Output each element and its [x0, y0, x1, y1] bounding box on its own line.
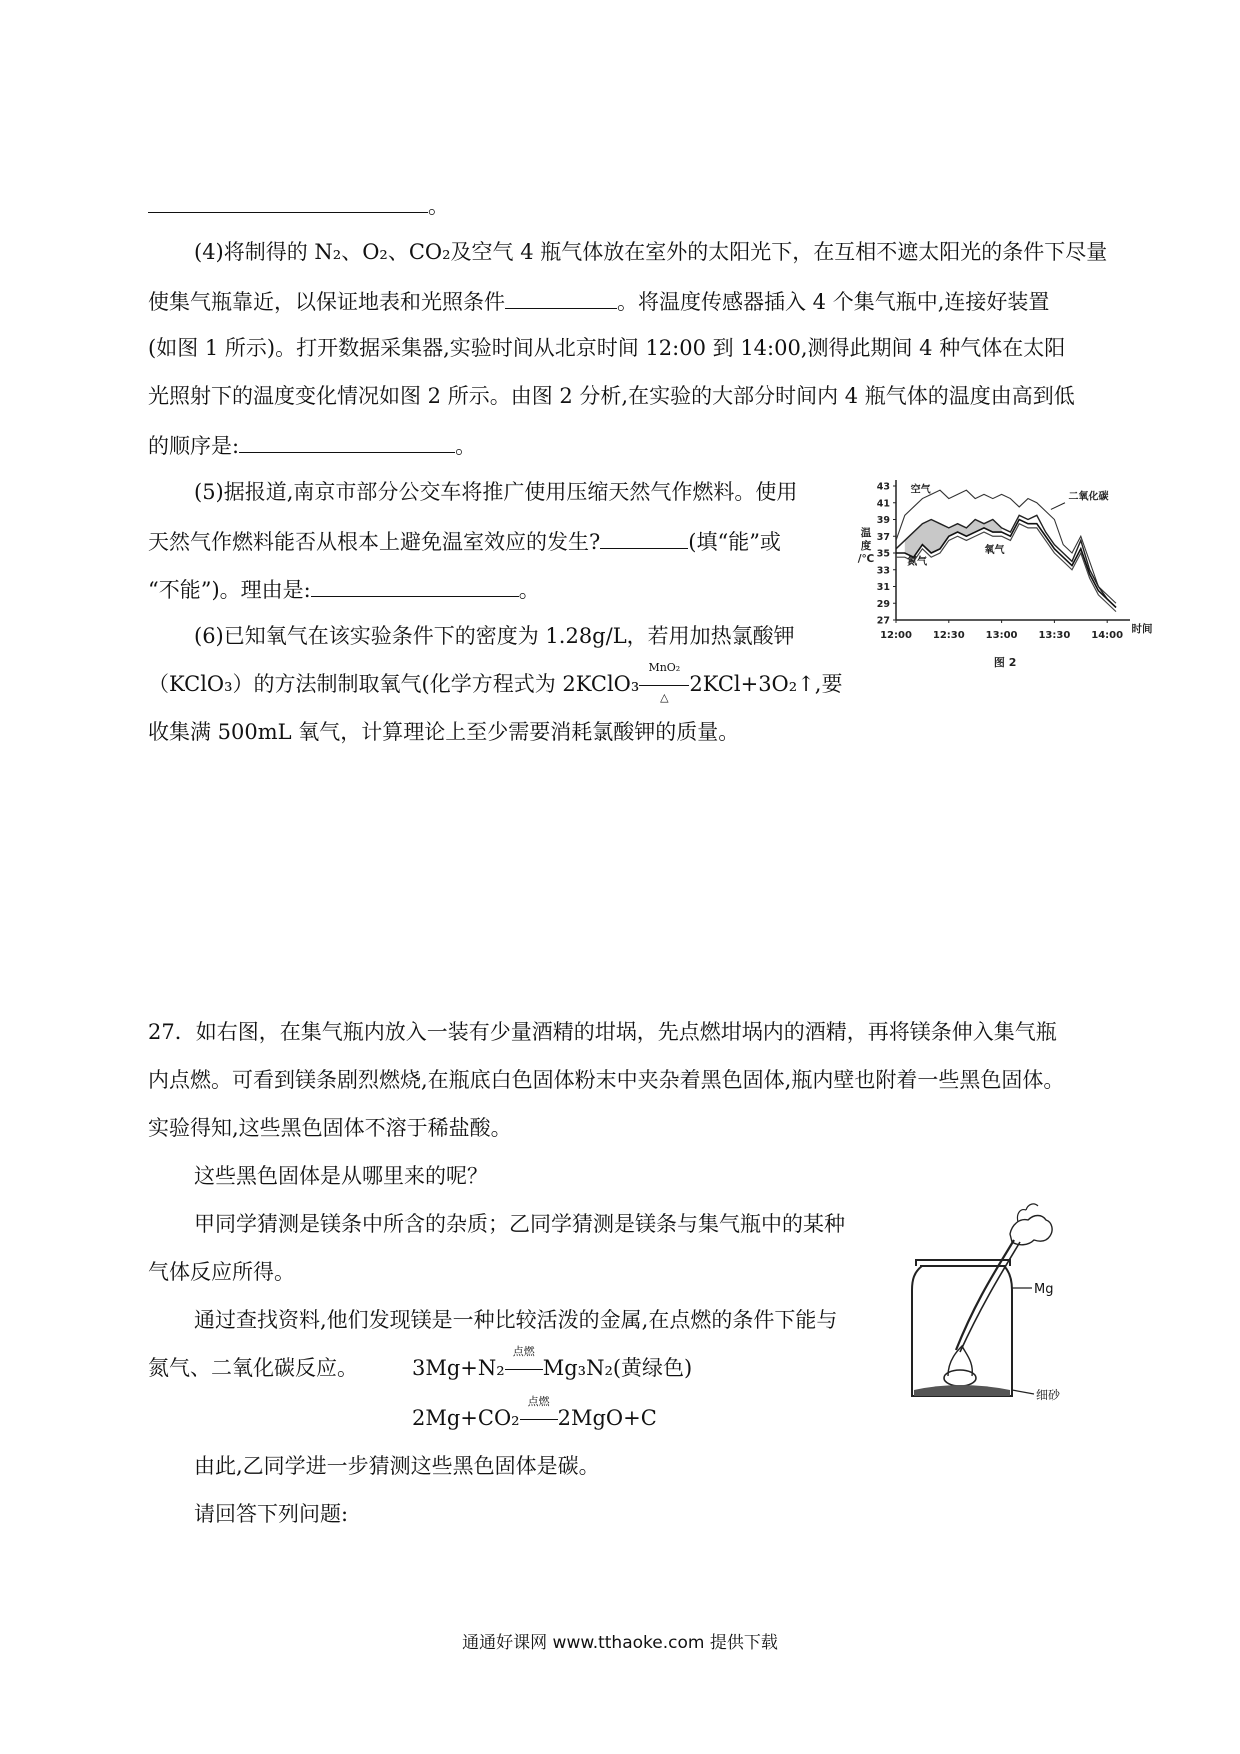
y-tick-label: 39	[876, 515, 890, 526]
y-tick-label: 41	[876, 498, 890, 510]
series-label: 二氧化碳	[1068, 491, 1109, 503]
q26-part4-line5: 的顺序是: 。	[148, 430, 476, 460]
y-tick-label: 33	[876, 565, 890, 577]
q26-part5-line1: (5)据报道,南京市部分公交车将推广使用压缩天然气作燃料。使用	[194, 480, 798, 504]
q27-line10: 请回答下列问题:	[194, 1502, 349, 1526]
x-axis-label: 时间	[1131, 623, 1153, 635]
q26-part6-line2: （KClO₃）的方法制制取氧气(化学方程式为 2KClO₃ MnO₂ △ 2KCl+3O₂↑,要	[148, 661, 843, 704]
tongs-icon	[956, 1240, 1014, 1350]
answer-blank-conditions[interactable]	[505, 286, 617, 309]
q26-part4-line3: (如图 1 所示)。打开数据采集器,实验时间从北京时间 12:00 到 14:00,测得此期间 4 种气体在太阳	[148, 336, 1066, 360]
label-sand: 细砂	[1036, 1388, 1061, 1402]
y-axis-label: /℃	[857, 553, 875, 565]
reaction-condition-ignite: 点燃	[520, 1404, 558, 1432]
q27-line4: 这些黑色固体是从哪里来的呢？	[194, 1164, 488, 1188]
co2-leader	[1051, 503, 1065, 510]
page-footer: 通通好课网 www.tthaoke.com 提供下载	[462, 1633, 778, 1653]
sand-layer	[914, 1385, 1010, 1396]
q26-part4-line2: 使集气瓶靠近，以保证地表和光照条件 。将温度传感器插入 4 个集气瓶中,连接好装置	[148, 286, 1049, 316]
y-axis-label: 度	[860, 540, 872, 552]
x-tick-label: 14:00	[1091, 630, 1124, 641]
answer-blank[interactable]	[148, 190, 428, 213]
equation-mg-n2: 3Mg+N₂ 点燃 Mg₃N₂(黄绿色)	[412, 1345, 693, 1380]
q27-line3: 实验得知,这些黑色固体不溶于稀盐酸。	[148, 1116, 512, 1140]
q27-line6: 气体反应所得。	[148, 1260, 295, 1284]
equation-mg-co2: 2Mg+CO₂ 点燃 2MgO+C	[412, 1395, 657, 1430]
q26-part5-line3: “不能”)。理由是: 。	[148, 574, 540, 604]
x-tick-label: 12:00	[880, 630, 912, 641]
hand-icon	[1010, 1216, 1052, 1245]
answer-blank-reason[interactable]	[311, 574, 519, 597]
y-tick-label: 35	[876, 548, 890, 560]
label-mg: Mg	[1034, 1282, 1054, 1297]
q27-line5: 甲同学猜测是镁条中所含的杂质；乙同学猜测是镁条与集气瓶中的某种	[194, 1212, 845, 1236]
x-tick-label: 13:00	[985, 630, 1018, 641]
y-tick-label: 29	[876, 598, 890, 610]
series-label: 氧气	[984, 545, 1005, 556]
q27-line1: 27．如右图，在集气瓶内放入一装有少量酒精的坩埚，先点燃坩埚内的酒精，再将镁条伸入集气瓶	[148, 1020, 1057, 1044]
y-tick-label: 37	[876, 531, 890, 543]
x-tick-label: 12:30	[932, 630, 965, 641]
q26-part4-line1: (4)将制得的 N₂、O₂、CO₂及空气 4 瓶气体放在室外的太阳光下，在互相不遮太阳光的条件下尽量	[194, 240, 1108, 264]
q27-line8: 氮气、二氧化碳反应。	[148, 1356, 358, 1380]
gas-jar-apparatus-figure	[900, 1200, 1070, 1410]
chart-lines	[896, 490, 1116, 611]
q26-part6-line3: 收集满 500mL 氧气，计算理论上至少需要消耗氯酸钾的质量。	[148, 720, 740, 744]
q26-part6-line1: (6)已知氧气在该实验条件下的密度为 1.28g/L，若用加热氯酸钾	[194, 624, 795, 648]
series-label: 氮气	[907, 556, 928, 568]
y-tick-label: 31	[876, 582, 890, 593]
y-axis-label: 温	[860, 527, 872, 539]
q27-line2: 内点燃。可看到镁条剧烈燃烧,在瓶底白色固体粉末中夹杂着黑色固体,瓶内壁也附着一些黑色固体。	[148, 1068, 1065, 1092]
answer-blank-order[interactable]	[239, 430, 455, 453]
reaction-condition-mno2: MnO₂ △	[639, 670, 689, 698]
y-tick-label: 27	[876, 615, 890, 627]
temperature-chart	[852, 470, 1162, 680]
q27-line7: 通过查找资料,他们发现镁是一种比较活泼的金属,在点燃的条件下能与	[194, 1308, 838, 1332]
answer-blank-can[interactable]	[600, 526, 688, 549]
chart-labels	[858, 482, 1153, 670]
y-tick-label: 43	[876, 481, 890, 493]
q27-line9: 由此,乙同学进一步猜测这些黑色固体是碳。	[194, 1454, 600, 1478]
answer-line-3: 。	[148, 190, 449, 220]
q26-part4-line4: 光照射下的温度变化情况如图 2 所示。由图 2 分析,在实验的大部分时间内 4 瓶气体的温度由高到低	[148, 384, 1075, 408]
figure-caption: 图 2	[993, 656, 1017, 669]
q26-part5-line2: 天然气作燃料能否从根本上避免温室效应的发生? (填“能”或	[148, 526, 781, 556]
reaction-condition-ignite: 点燃	[505, 1354, 543, 1382]
x-tick-label: 13:30	[1038, 630, 1071, 641]
series-label: 空气	[910, 484, 931, 496]
